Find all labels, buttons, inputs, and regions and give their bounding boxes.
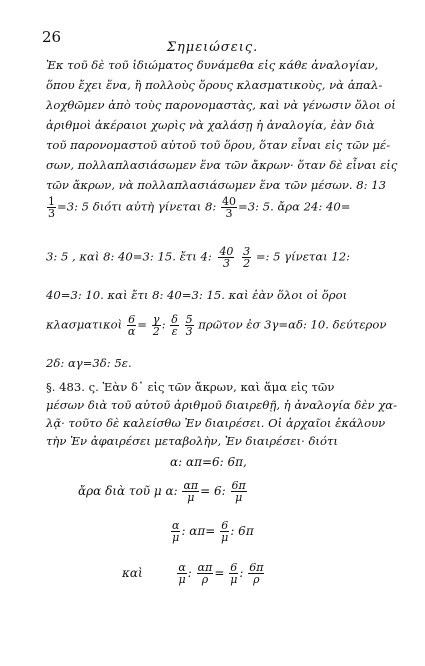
math-line: κλασματικοὶ $\frac{6}{\alpha}$ = $\frac{\gamma}{2}$ : $\frac{\delta}{\varepsilon}$ $\frac{5}{3}$ πρῶτον ἐσ 3γ=αδ: 10. δεύτερον: [46, 313, 387, 338]
fraction: $\frac{\alpha}{\mu}$: [178, 561, 186, 586]
text-line: λοχθῶμεν ἀπὸ τοὺς παρονομαστὰς, καὶ νὰ γένωσιν ὅλοι οἱ: [46, 98, 396, 112]
fraction: $\frac{\delta}{\varepsilon}$: [171, 313, 178, 338]
text-line: Ἐκ τοῦ δὲ τοῦ ἰδιώματος δυνάμεθα εἰς κάθε ἀναλογίαν,: [46, 58, 379, 72]
text-line: τὴν Ἐν ἀφαιρέσει μεταβολὴν, Ἐν διαιρέσει· διότι: [46, 434, 338, 448]
text-line: §. 483. ς. Ἐὰν δ᾽ εἰς τῶν ἄκρων, καὶ ἅμα εἰς τῶν: [46, 380, 335, 394]
fraction: $\frac{\alpha}{\mu}$: [172, 519, 180, 544]
section-heading: Σημειώσεις.: [166, 40, 259, 55]
equation-4: καὶ $\frac{\alpha}{\mu}$ : $\frac{\alpha\pi}{\rho}$ = $\frac{6}{\mu}$ : $\frac{6\pi}{\rho}$: [122, 561, 264, 586]
equation-3: $\frac{\alpha}{\mu}$ : απ= $\frac{6}{\mu}$ : 6π: [172, 519, 254, 544]
text-line: ὅπου ἔχει ἕνα, ἢ πολλοὺς ὅρους κλασματικοὺς, νὰ ἀπαλ-: [46, 78, 383, 92]
fraction: $\frac{\alpha\pi}{\mu}$: [183, 479, 199, 504]
fraction: $\frac{1}{3}$: [48, 195, 55, 220]
fraction: $\frac{3}{2}$: [243, 245, 251, 270]
text-line: ἀριθμοὶ ἀκέραιοι χωρὶς νὰ χαλάσῃ ἡ ἀναλογία, ἐὰν διὰ: [46, 118, 375, 132]
fraction: $\frac{40}{3}$: [222, 195, 237, 220]
equation-1: α: απ=6: 6π,: [170, 455, 247, 469]
math-line: 3: 5 , καὶ 8: 40=3: 15. ἔτι 4: $\frac{40}{3}$ $\frac{3}{2}$ =: 5 γίνεται 12:: [46, 245, 351, 270]
page-number: 26: [42, 28, 62, 46]
fraction: $\frac{\alpha\pi}{\rho}$: [197, 561, 213, 586]
text-line: μέσων διὰ τοῦ αὐτοῦ ἀριθμοῦ διαιρεθῇ, ἡ ἀναλογία δὲν χα-: [46, 398, 398, 412]
text-line: τῶν ἄκρων, νὰ πολλαπλασιάσωμεν ἕνα τῶν μέσων. 8: 13: [46, 178, 387, 192]
fraction: $\frac{\gamma}{2}$: [152, 313, 160, 338]
math-line: 2δ: αγ=3δ: 5ε.: [46, 356, 132, 370]
fraction: $\frac{6\pi}{\rho}$: [249, 561, 264, 586]
equation-2: ἄρα διὰ τοῦ μ α: $\frac{\alpha\pi}{\mu}$ = 6: $\frac{6\pi}{\mu}$: [78, 479, 246, 504]
fraction: $\frac{5}{3}$: [185, 313, 193, 338]
math-line: $\frac{1}{3}$ =3: 5 διότι αὐτὴ γίνεται 8: $\frac{40}{3}$ =3: 5. ἄρα 24: 40=: [48, 195, 351, 220]
fraction: $\frac{6}{\mu}$: [230, 561, 238, 586]
text-line: τοῦ παρονομαστοῦ αὐτοῦ τοῦ ὅρου, ὅταν εἶναι εἰς τῶν μέ-: [46, 138, 391, 152]
math-line: 40=3: 10. καὶ ἔτι 8: 40=3: 15. καὶ ἐὰν ὅλοι οἱ ὅροι: [46, 288, 348, 302]
fraction: $\frac{40}{3}$: [219, 245, 234, 270]
fraction: $\frac{6}{\alpha}$: [127, 313, 136, 338]
compound-fraction: [216, 246, 236, 269]
text-line: σων, πολλαπλασιάσωμεν ἕνα τῶν ἄκρων· ὅταν δὲ εἶναι εἰς: [46, 158, 398, 172]
fraction: $\frac{6}{\mu}$: [221, 519, 229, 544]
text-line: λᾷ· τοῦτο δὲ καλείσθω Ἐν διαιρέσει. Οἱ ἀρχαῖοι ἐκάλουν: [46, 416, 386, 430]
fraction: $\frac{6\pi}{\mu}$: [231, 479, 246, 504]
